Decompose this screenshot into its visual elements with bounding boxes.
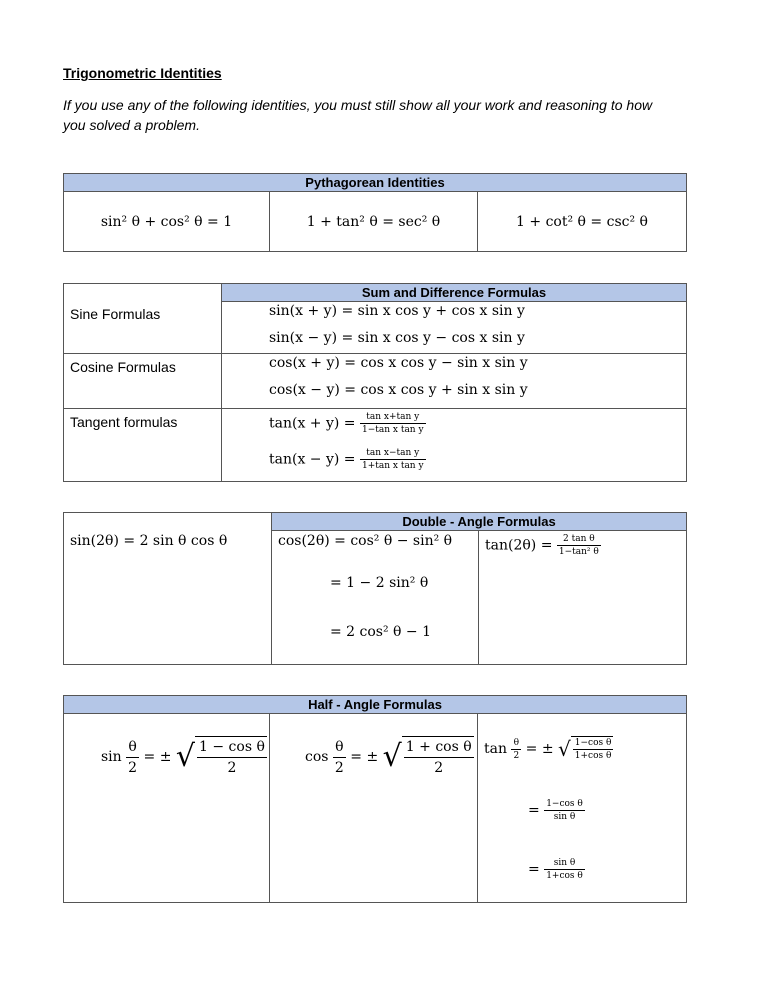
half-cos-fn: cos bbox=[305, 749, 329, 765]
half-tan-alt-1-denominator: sin θ bbox=[553, 812, 576, 822]
half-tan-alt-1-numerator: 1−cos θ bbox=[546, 799, 583, 809]
tan-sum-fraction bbox=[360, 411, 426, 436]
sqrt-icon: √ bbox=[175, 739, 196, 774]
double-sin-cell bbox=[64, 513, 272, 665]
pythagorean-formula-1: sin² θ + cos² θ = 1 bbox=[64, 192, 270, 252]
half-tan-formula bbox=[484, 734, 613, 764]
sin-diff-formula: sin(x − y) = sin x cos y − cos x sin y bbox=[269, 330, 525, 346]
half-cos-two: 2 bbox=[334, 759, 344, 776]
double-cos-formula-3: = 2 cos² θ − 1 bbox=[330, 624, 432, 640]
pythagorean-formula-2: 1 + tan² θ = sec² θ bbox=[270, 192, 478, 252]
double-cos-cell bbox=[272, 531, 479, 665]
half-cos-angle-fraction bbox=[333, 737, 346, 778]
tan-sum-numerator: tan x+tan y bbox=[360, 411, 426, 424]
half-tan-eq: = ± bbox=[525, 741, 554, 757]
sum-difference-header: Sum and Difference Formulas bbox=[222, 284, 687, 302]
half-tan-radicand bbox=[573, 737, 614, 762]
double-tan-formula bbox=[485, 533, 601, 558]
tan-diff-lhs: tan(x − y) = bbox=[269, 451, 356, 468]
half-tan-alt-2-denominator: 1+cos θ bbox=[546, 871, 583, 881]
double-tan-denominator: 1−tan² θ bbox=[558, 547, 599, 557]
half-tan-angle-fraction bbox=[511, 737, 521, 762]
tan-diff-fraction bbox=[360, 447, 426, 472]
sine-formulas-label: Sine Formulas bbox=[64, 284, 222, 354]
double-cos-formula-2: = 1 − 2 sin² θ bbox=[330, 575, 429, 591]
double-tan-lhs: tan(2θ) = bbox=[485, 537, 553, 554]
half-tan-denominator: 1+cos θ bbox=[574, 751, 612, 761]
double-sin-formula: sin(2θ) = 2 sin θ cos θ bbox=[70, 533, 228, 549]
half-cos-radicand bbox=[404, 737, 474, 778]
half-tan-alt-2-fraction bbox=[544, 857, 585, 882]
double-tan-cell bbox=[479, 531, 687, 665]
pythagorean-formula-3: 1 + cot² θ = csc² θ bbox=[478, 192, 687, 252]
cos-sum-formula: cos(x + y) = cos x cos y − sin x sin y bbox=[269, 355, 528, 371]
half-tan-alt-2-numerator: sin θ bbox=[544, 857, 585, 870]
double-cos-formula-1: cos(2θ) = cos² θ − sin² θ bbox=[278, 533, 453, 549]
half-sin-theta: θ bbox=[126, 737, 139, 758]
tan-diff-numerator: tan x−tan y bbox=[360, 447, 426, 460]
half-cos-cell bbox=[270, 714, 478, 903]
half-cos-denominator: 2 bbox=[434, 760, 444, 776]
sin-sum-formula: sin(x + y) = sin x cos y + cos x sin y bbox=[269, 303, 525, 319]
page-title: Trigonometric Identities bbox=[63, 65, 222, 81]
double-tan-fraction bbox=[557, 533, 601, 558]
half-tan-alt-1-fraction bbox=[544, 798, 585, 823]
tangent-formulas-label: Tangent formulas bbox=[64, 409, 222, 482]
cosine-formulas-label: Cosine Formulas bbox=[64, 354, 222, 409]
half-tan-radical bbox=[558, 734, 613, 764]
cosine-formulas-cell bbox=[222, 354, 687, 409]
half-tan-fn: tan bbox=[484, 741, 507, 757]
half-sin-angle-fraction bbox=[126, 737, 139, 778]
half-angle-header: Half - Angle Formulas bbox=[64, 696, 687, 714]
sqrt-icon: √ bbox=[382, 739, 402, 774]
tan-sum-formula bbox=[269, 411, 426, 436]
half-cos-formula bbox=[305, 736, 474, 778]
tan-diff-denominator: 1+tan x tan y bbox=[361, 461, 424, 471]
half-sin-eq: = ± bbox=[143, 749, 172, 765]
half-sin-fn: sin bbox=[101, 749, 122, 765]
half-tan-alt-2 bbox=[528, 857, 585, 882]
half-sin-two: 2 bbox=[128, 759, 138, 776]
half-tan-numerator: 1−cos θ bbox=[574, 738, 612, 748]
half-tan-theta: θ bbox=[511, 737, 521, 750]
half-cos-theta: θ bbox=[333, 737, 346, 758]
intro-text: If you use any of the following identities, you must still show all your work and reasoning to how you solved a problem. bbox=[63, 97, 653, 133]
tan-sum-denominator: 1−tan x tan y bbox=[361, 425, 424, 435]
half-cos-radical bbox=[383, 736, 474, 778]
double-angle-header: Double - Angle Formulas bbox=[272, 513, 687, 531]
half-cos-eq: = ± bbox=[350, 749, 379, 765]
tan-sum-lhs: tan(x + y) = bbox=[269, 415, 356, 432]
half-tan-alt-1-eq: = bbox=[528, 802, 540, 819]
sqrt-icon: √ bbox=[558, 737, 571, 761]
half-tan-cell bbox=[478, 714, 687, 903]
half-sin-cell bbox=[64, 714, 270, 903]
pythagorean-header: Pythagorean Identities bbox=[64, 174, 687, 192]
tangent-formulas-cell bbox=[222, 409, 687, 482]
half-cos-numerator: 1 + cos θ bbox=[404, 737, 474, 758]
double-angle-table bbox=[63, 512, 687, 665]
half-sin-radical bbox=[176, 736, 267, 778]
half-sin-numerator: 1 − cos θ bbox=[197, 737, 267, 758]
half-tan-alt-2-eq: = bbox=[528, 861, 540, 878]
cos-diff-formula: cos(x − y) = cos x cos y + sin x sin y bbox=[269, 382, 528, 398]
sum-difference-table bbox=[63, 283, 687, 482]
pythagorean-table bbox=[63, 173, 687, 252]
sine-formulas-cell bbox=[222, 302, 687, 354]
half-sin-radicand bbox=[197, 737, 267, 778]
half-tan-alt-1 bbox=[528, 798, 585, 823]
half-sin-denominator: 2 bbox=[227, 760, 237, 776]
half-tan-two: 2 bbox=[513, 750, 520, 761]
double-tan-numerator: 2 tan θ bbox=[557, 533, 601, 546]
half-angle-table bbox=[63, 695, 687, 903]
tan-diff-formula bbox=[269, 447, 426, 472]
half-sin-formula bbox=[101, 736, 267, 778]
